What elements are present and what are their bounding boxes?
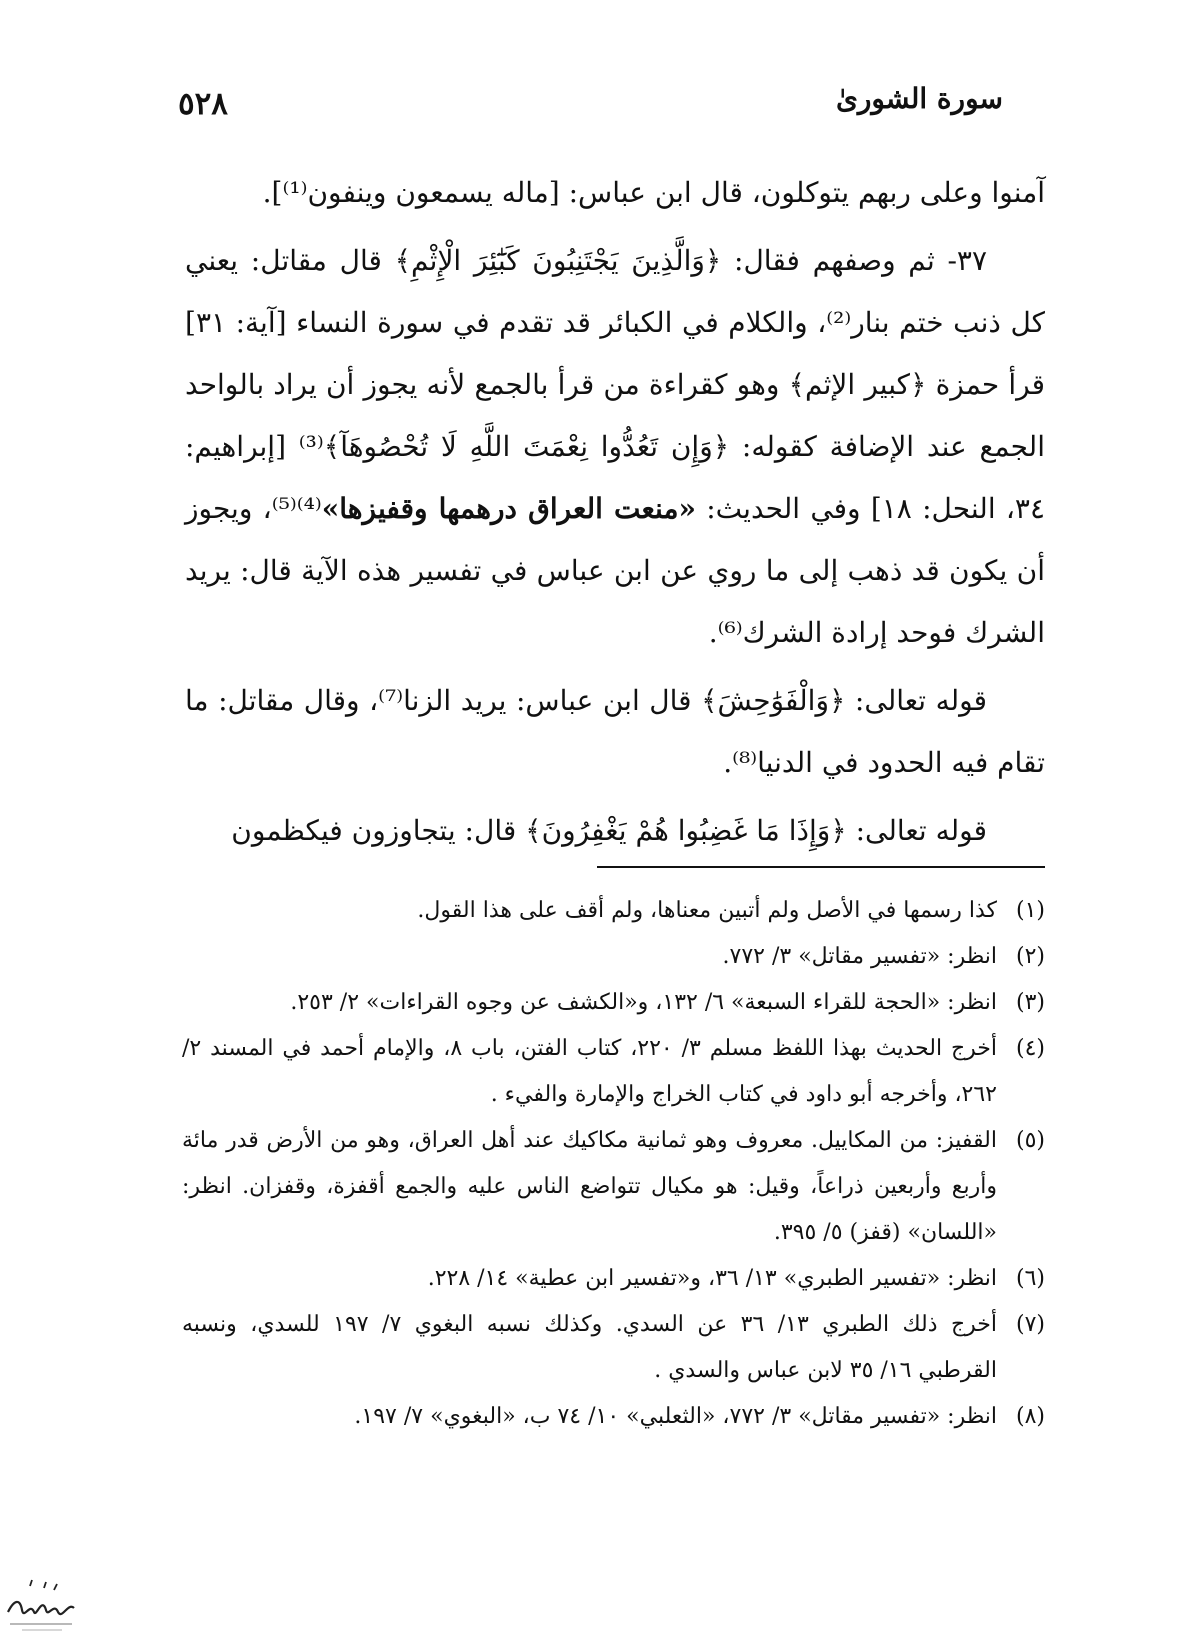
- paragraph: [185, 162, 1045, 224]
- footnote-text: انظر: «الحجة للقراء السبعة» ٦/ ١٣٢، و«الكشف عن وجوه القراءات» ٢/ ٢٥٣.: [290, 990, 997, 1015]
- footnote-number: (٧): [1015, 1312, 1045, 1337]
- footnote-divider: [597, 866, 1045, 868]
- quran-verse: ﴿وَإِذَا مَا غَضِبُوا هُمْ يَغْفِرُونَ﴾: [525, 814, 847, 847]
- paragraph: [185, 800, 1045, 862]
- footnote-text: انظر: «تفسير مقاتل» ٣/ ٧٧٢.: [722, 944, 997, 969]
- footnote-number: (٢): [1015, 944, 1045, 969]
- footnote: [182, 1302, 1045, 1394]
- footnote-number: (٨): [1015, 1404, 1045, 1429]
- verse-number-text: ٣٧- ثم وصفهم فقال:: [721, 244, 987, 277]
- quran-verse: ﴿وَالْفَوَٰحِشَ﴾: [701, 684, 846, 717]
- paragraph-text: ⁽³⁾ [إبراهيم: ٣٤، النحل: ١٨] وفي الحديث:: [185, 430, 1045, 525]
- page-number: ٥٢٨: [178, 86, 228, 122]
- page-header: [178, 82, 1003, 132]
- footnote-text: كذا رسمها في الأصل ولم أتبين معناها، ولم أقف على هذا القول.: [417, 898, 997, 923]
- footnote: [182, 1394, 1045, 1440]
- paragraph: [185, 670, 1045, 794]
- quran-verse: ﴿وَإِن تَعُدُّوا نِعْمَتَ اللَّهِ لَا تُحْصُوهَآ﴾: [323, 430, 730, 463]
- footnote: [182, 888, 1045, 934]
- footnote-number: (٦): [1015, 1266, 1045, 1291]
- footnote-text: القفيز: من المكاييل. معروف وهو ثمانية مكاكيك عند أهل العراق، وهو من الأرض قدر مائة وأربع وأربعين ذراعاً، وقيل: هو مكيال تتواضع الناس عليه والجمع أقفزة، وقفزان. انظر: «اللسان» (قفز) ٥/ ٣٩٥.: [182, 1128, 997, 1245]
- footnote: [182, 1118, 1045, 1256]
- footnote-number: (٣): [1015, 990, 1045, 1015]
- publisher-logo: [0, 1572, 80, 1638]
- paragraph-text: قال: يتجاوزون فيكظمون: [231, 814, 526, 847]
- footnote: [182, 1026, 1045, 1118]
- paragraph-text: قال ابن عباس: يريد الزنا⁽⁷⁾، وقال مقاتل: ما تقام فيه الحدود في الدنيا⁽⁸⁾.: [185, 684, 1045, 779]
- surah-title: سورة الشورىٰ: [835, 82, 1003, 115]
- hadith-quote: «منعت العراق درهمها وقفيزها»: [321, 492, 696, 525]
- footnote-number: (٥): [1015, 1128, 1045, 1153]
- footnote: [182, 980, 1045, 1026]
- footnotes: [182, 888, 1045, 1440]
- paragraph-text: آمنوا وعلى ربهم يتوكلون، قال ابن عباس: [ماله يسمعون وينفون⁽¹⁾].: [262, 176, 1045, 209]
- paragraph: [185, 230, 1045, 664]
- quran-verse: ﴿وَالَّذِينَ يَجْتَنِبُونَ كَبَٰٓئِرَ الْإِثْمِ﴾: [394, 244, 722, 277]
- footnote-number: (٤): [1015, 1036, 1045, 1061]
- footnote-number: (١): [1015, 898, 1045, 923]
- footnote-text: انظر: «تفسير مقاتل» ٣/ ٧٧٢، «الثعلبي» ١٠/ ٧٤ ب، «البغوي» ٧/ ١٩٧.: [354, 1404, 997, 1429]
- footnote-text: انظر: «تفسير الطبري» ١٣/ ٣٦، و«تفسير ابن عطية» ١٤/ ٢٢٨.: [427, 1266, 997, 1291]
- footnote-text: أخرج الحديث بهذا اللفظ مسلم ٣/ ٢٢٠، كتاب الفتن، باب ٨، والإمام أحمد في المسند ٢/ ٢٦٢، وأخرجه أبو داود في كتاب الخراج والإمارة والفيء .: [182, 1036, 997, 1107]
- footnote: [182, 1256, 1045, 1302]
- paragraph-text: قوله تعالى:: [845, 684, 987, 717]
- paragraph-text: قال مقاتل: يعني كل ذنب ختم بنار⁽²⁾، والكلام في الكبائر قد تقدم في سورة النساء [آية: ٣١] قرأ حمزة ﴿كبير الإثم﴾ وهو كقراءة من قرأ بالجمع لأنه يجوز أن يراد بالواحد الجمع عند الإضافة كقوله:: [185, 244, 1046, 463]
- main-text: [185, 162, 1045, 868]
- footnote: [182, 934, 1045, 980]
- footnote-text: أخرج ذلك الطبري ١٣/ ٣٦ عن السدي. وكذلك نسبه البغوي ٧/ ١٩٧ للسدي، ونسبه القرطبي ١٦/ ٣٥ لابن عباس والسدي .: [182, 1312, 998, 1383]
- paragraph-text: ⁽⁴⁾⁽⁵⁾، ويجوز أن يكون قد ذهب إلى ما روي عن ابن عباس في تفسير هذه الآية قال: يريد الشرك فوحد إرادة الشرك⁽⁶⁾.: [185, 492, 1045, 649]
- paragraph-text: قوله تعالى:: [846, 814, 987, 847]
